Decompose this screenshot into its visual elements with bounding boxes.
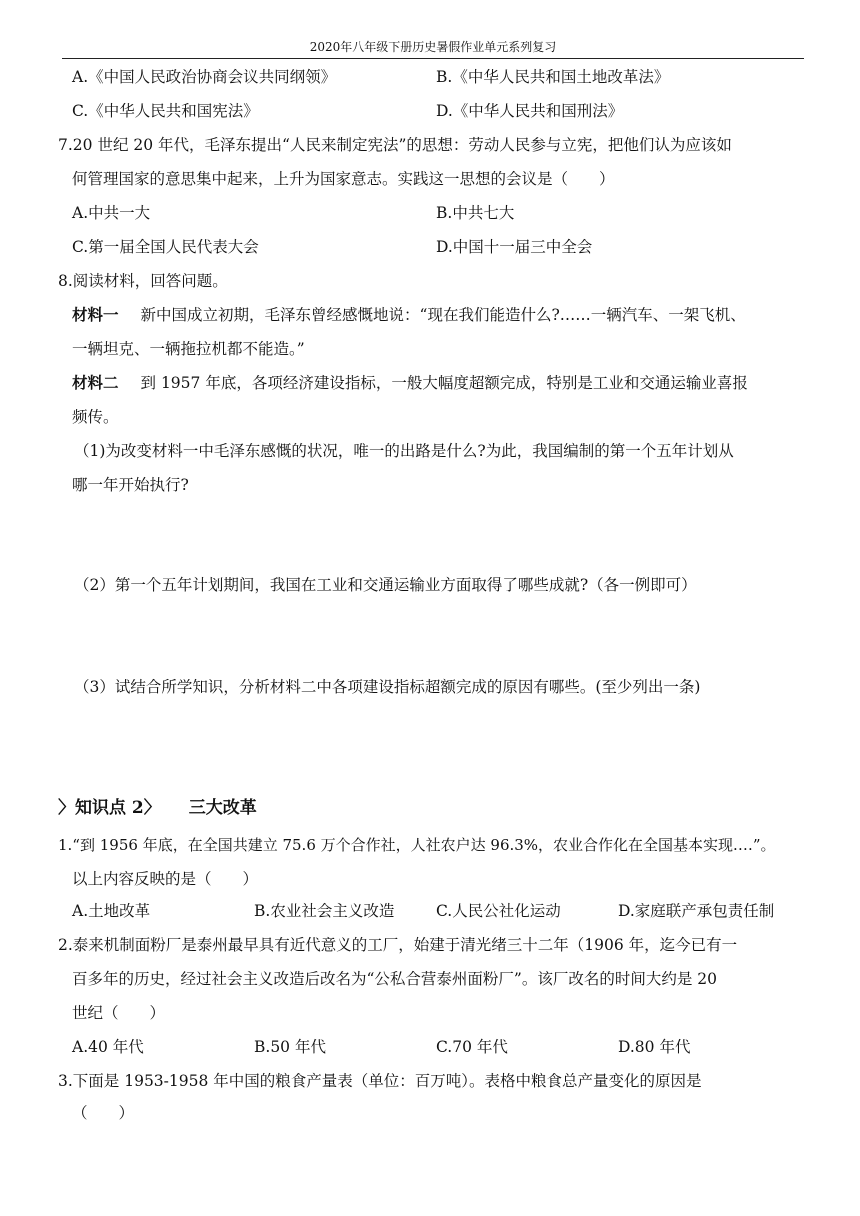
section-heading [58,793,257,818]
q7-stem-line1: 7.20 世纪 20 年代，毛泽东提出“人民来制定宪法”的思想：劳动人民参与立宪，把他们认为应该如 [58,136,732,154]
material2-label: 材料二 [72,373,119,392]
s2q1-option-c: C.人民公社化运动 [436,902,561,920]
q7-stem-line2: 何管理国家的意思集中起来，上升为国家意志。实践这一思想的会议是（ ） [72,170,615,188]
q8-material1-line2: 一辆坦克、一辆拖拉机都不能造。” [72,340,305,358]
s2q1-option-a: A.土地改革 [72,902,151,920]
s2q1-option-b: B.农业社会主义改造 [254,902,395,920]
s2q1-stem-line1: 1.“到 1956 年底，在全国共建立 75.6 万个合作社，人社农户达 96.3%，农业合作化在全国基本实现.…”。 [58,836,776,854]
q8-material2-line1 [72,372,748,394]
section-prefix: 〉知识点 2〉 [58,798,161,818]
q8-sub1-line1: （1)为改变材料一中毛泽东感慨的状况，唯一的出路是什么?为此，我国编制的第一个五年计划从 [74,442,734,460]
q7-option-d: D.中国十一届三中全会 [436,238,593,256]
q8-sub2: （2）第一个五年计划期间，我国在工业和交通运输业方面取得了哪些成就?（各一例即可） [74,576,697,594]
section-title: 三大改革 [188,798,257,818]
q6-option-b: B.《中华人民共和国土地改革法》 [436,68,670,86]
s2q1-stem-line2: 以上内容反映的是（ ） [72,870,259,888]
s2q2-stem-line2: 百多年的历史，经过社会主义改造后改名为“公私合营泰州面粉厂”。该厂改名的时间大约是 20 [72,970,718,988]
q7-option-b: B.中共七大 [436,204,515,222]
s2q2-option-b: B.50 年代 [254,1038,326,1056]
q6-option-a: A.《中国人民政治协商会议共同纲领》 [72,68,337,86]
q7-option-c: C.第一届全国人民代表大会 [72,238,259,256]
s2q2-option-c: C.70 年代 [436,1038,508,1056]
material1-text: 新中国成立初期，毛泽东曾经感慨地说：“现在我们能造什么?……一辆汽车、一架飞机、 [140,306,746,324]
s2q3-stem-line2: （ ） [72,1104,135,1122]
page-header: 2020年八年级下册历史暑假作业单元系列复习 [62,40,804,59]
s2q1-option-d: D.家庭联产承包责任制 [618,902,775,920]
s2q2-option-a: A.40 年代 [72,1038,144,1056]
q6-option-d: D.《中华人民共和国刑法》 [436,102,624,120]
material2-text: 到 1957 年底，各项经济建设指标，一般大幅度超额完成，特别是工业和交通运输业喜报 [140,374,748,392]
q7-option-a: A.中共一大 [72,204,151,222]
q8-sub3: （3）试结合所学知识，分析材料二中各项建设指标超额完成的原因有哪些。(至少列出一条) [74,678,701,696]
q8-sub1-line2: 哪一年开始执行? [72,476,189,494]
s2q2-stem-line3: 世纪（ ） [72,1004,166,1022]
q8-material1-line1 [72,304,746,326]
q8-stem: 8.阅读材料，回答问题。 [58,272,228,290]
material1-label: 材料一 [72,305,119,324]
s2q3-stem-line1: 3.下面是 1953-1958 年中国的粮食产量表（单位：百万吨）。表格中粮食总产量变化的原因是 [58,1072,702,1090]
s2q2-option-d: D.80 年代 [618,1038,691,1056]
s2q2-stem-line1: 2.泰来机制面粉厂是泰州最早具有近代意义的工厂，始建于清光绪三十二年（1906 年，迄今已有一 [58,936,738,954]
q8-material2-line2: 频传。 [72,408,119,426]
q6-option-c: C.《中华人民共和国宪法》 [72,102,259,120]
